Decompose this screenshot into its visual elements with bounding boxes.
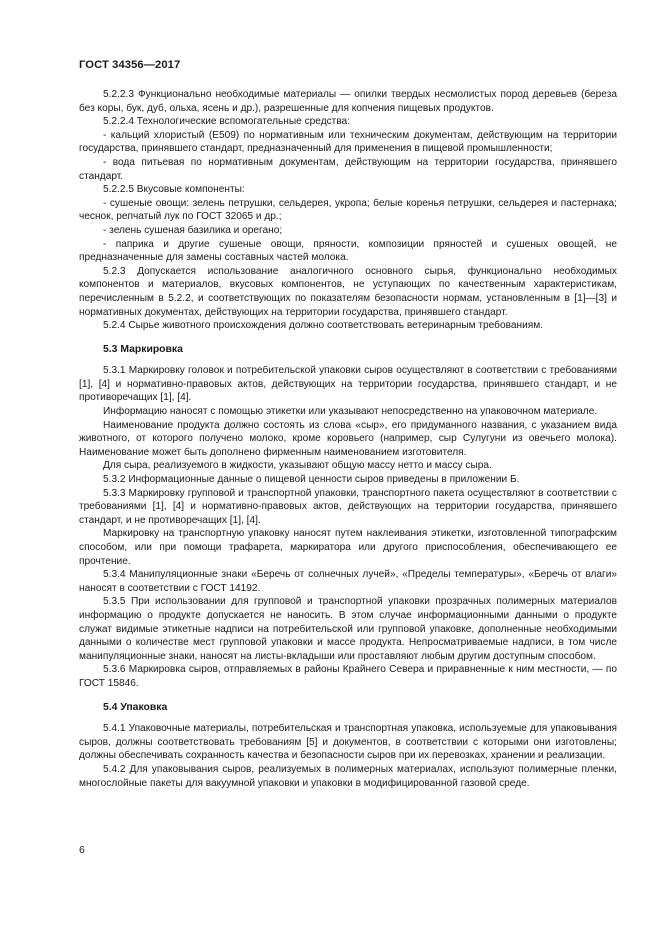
paragraph: 5.3.3 Маркировку групповой и транспортной упаковки, транспортного пакета осуществляют в соответствии с требованиями [1], [4] и нормативно-правовых актов, действующих на территории государства, принявшего стандарт, и не противоречащих [1], [4]. bbox=[79, 487, 617, 526]
list-item: - зелень сушеная базилика и орегано; bbox=[103, 224, 283, 236]
page-number: 6 bbox=[79, 844, 85, 856]
list-item: - сушеные овощи: зелень петрушки, сельдерея, укропа; белые коренья петрушки, сельдерея и пастернака; чеснок, репчатый лук по ГОСТ 32065 и др.; bbox=[79, 197, 617, 223]
paragraph: 5.3.1 Маркировку головок и потребительской упаковки сыров осуществляют в соответствии с требованиями [1], [4] и нормативно-правовых актов, действующих на территории государства, принявшего стандарт, и не противоречащих [1], [4]. bbox=[79, 365, 617, 404]
paragraph: 5.4.2 Для упаковывания сыров, реализуемых в полимерных материалах, используют полимерные пленки, многослойные пакеты для вакуумной упаковки и упаковки в модифицированной газовой среде. bbox=[79, 763, 617, 789]
paragraph: 5.2.2.3 Функционально необходимые материалы — опилки твердых несмолистых пород деревьев (береза без коры, бук, дуб, ольха, ясень и др.), разрешенные для копчения пищевых продуктов. bbox=[79, 89, 617, 114]
paragraph: 5.3.5 При использовании для групповой и транспортной упаковки прозрачных полимерных материалов информацию о продукте допускается не наносить. В этом случае информационными данными о продукте служат видимые этикетные надписи на потребительской или групповой упаковке, дополненные необходимыми данными о количестве мест групповой упаковки и массе продукта. Непросматриваемые надписи, в том числе манипуляционные знаки, наносят на листы-вкладыши или проставляют любым другим доступным способом. bbox=[79, 596, 617, 662]
document-body bbox=[79, 88, 617, 790]
paragraph: Для сыра, реализуемого в жидкости, указывают общую массу нетто и массу сыра. bbox=[103, 460, 492, 472]
section-53 bbox=[79, 364, 617, 690]
paragraph: Маркировку на транспортную упаковку наносят путем наклеивания этикетки, изготовленной типографским способом, или при помощи трафарета, маркиратора или другого приспособления, обеспечивающего ее прочтение. bbox=[79, 528, 617, 567]
paragraph: 5.3.4 Манипуляционные знаки «Беречь от солнечных лучей», «Пределы температуры», «Беречь от влаги» наносят в соответствии с ГОСТ 14192. bbox=[79, 569, 617, 594]
section-54 bbox=[79, 722, 617, 790]
section-heading-marking: 5.3 Маркировка bbox=[103, 343, 183, 355]
document-header: ГОСТ 34356—2017 bbox=[79, 59, 181, 71]
paragraph: 5.2.4 Сырье животного происхождения должно соответствовать ветеринарным требованиям. bbox=[103, 320, 544, 332]
paragraph: 5.2.3 Допускается использование аналогичного основного сырья, функционально необходимых компонентов и материалов, вкусовых компонентов, не уступающих по качественным характеристикам, перечисленным в 5.2.2, и соответствующих по показателям безопасности нормам, установленным в [1]—[3] и нормативных документах, действующих на территории государства, принявшего стандарт. bbox=[79, 265, 617, 318]
list-item: - вода питьевая по нормативным документам, действующим на территории государства, принявшего стандарт. bbox=[79, 156, 617, 182]
paragraph: 5.2.2.5 Вкусовые компоненты: bbox=[103, 184, 245, 196]
list-item: - кальций хлористый (Е509) по нормативным или техническим документам, действующим на территории государства, принявшего стандарт, предназначенный для применения в пищевой промышленности; bbox=[79, 129, 617, 155]
list-item: - паприка и другие сушеные овощи, пряности, композиции пряностей и сушеных овощей, не предназначенные для замены составных частей молока. bbox=[79, 238, 617, 264]
paragraph: 5.3.2 Информационные данные о пищевой ценности сыров приведены в приложении Б. bbox=[103, 474, 520, 486]
section-52-continued bbox=[79, 88, 617, 333]
paragraph: 5.2.2.4 Технологические вспомогательные средства: bbox=[103, 116, 351, 128]
section-heading-packaging: 5.4 Упаковка bbox=[103, 701, 168, 713]
paragraph: 5.3.6 Маркировка сыров, отправляемых в районы Крайнего Севера и приравненные к ним местности, — по ГОСТ 15846. bbox=[79, 664, 617, 689]
paragraph: Наименование продукта должно состоять из слова «сыр», его придуманного названия, с указанием вида животного, от которого получено молоко, кроме коровьего (например, сыр Сулугуни из овечьего молока). Наименование может быть дополнено фирменным наименованием изготовителя. bbox=[79, 419, 617, 458]
paragraph: Информацию наносят с помощью этикетки или указывают непосредственно на упаковочном материале. bbox=[103, 406, 598, 418]
paragraph: 5.4.1 Упаковочные материалы, потребительская и транспортная упаковка, используемые для упаковывания сыров, должны соответствовать требованиям [5] и документов, в соответствии с которыми они изготовлены; должны обеспечивать сохранность качества и безопасности сыров при их перевозках, хранении и реализации. bbox=[79, 723, 617, 762]
